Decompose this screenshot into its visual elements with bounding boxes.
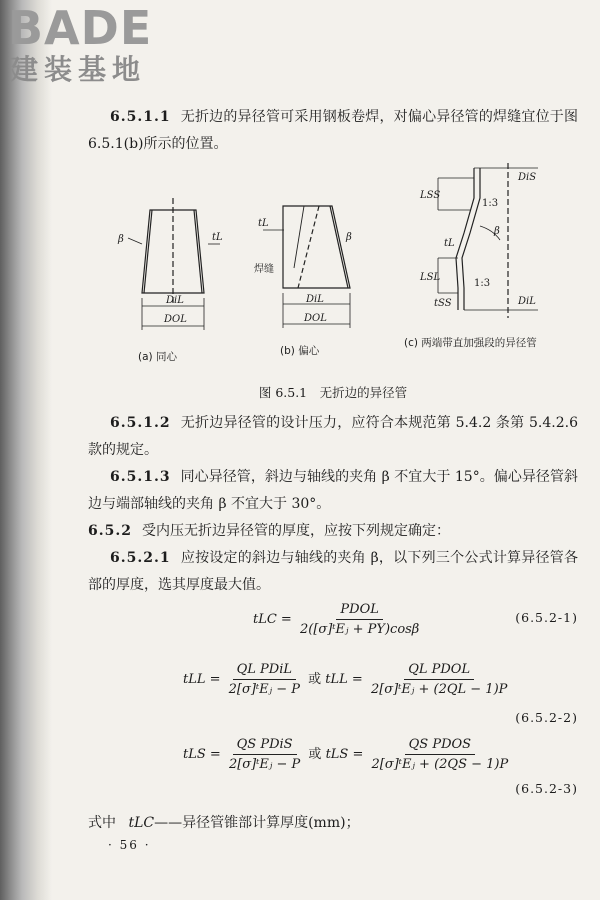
eq3-denominator2: 2[σ]ᵗEⱼ + (2QS − 1)P — [371, 757, 509, 772]
label-ratio-top: 1:3 — [482, 198, 499, 209]
eq3-fraction1 — [225, 735, 304, 774]
label-tss-c: tSS — [434, 298, 452, 309]
concentric-reducer-drawing — [128, 198, 220, 330]
eq2-lhs2: tLL = — [325, 672, 363, 687]
clause-6-5-2-1 — [88, 545, 578, 599]
eq3-lhs2: tLS = — [325, 747, 364, 762]
eq1-lhs: tLC = — [253, 612, 292, 627]
label-weld: 焊缝 — [254, 264, 274, 275]
eq3-number: (6.5.2-3) — [515, 781, 578, 796]
subcaption-b: (b) 偏心 — [280, 345, 320, 357]
where-label: 式中 — [88, 815, 116, 831]
label-dil-c: DiL — [518, 296, 536, 307]
eq3-or: 或 — [308, 747, 322, 762]
figure-caption: 图 6.5.1 无折边的异径管 — [258, 385, 408, 400]
eq1-number: (6.5.2-1) — [515, 610, 578, 625]
clause-text: 受内压无折边异径管的厚度，应按下列规定确定： — [141, 523, 450, 539]
book-spine-shadow — [0, 0, 52, 900]
clause-number: 6.5.1.3 — [110, 469, 171, 485]
where-symbol: tLC — [128, 815, 155, 831]
eq3-numerator2: QS PDOS — [405, 735, 475, 755]
label-tl-c: tL — [444, 238, 455, 249]
where-text: ——异径管锥部计算厚度(mm)； — [154, 815, 360, 831]
clause-number: 6.5.2.1 — [110, 550, 171, 566]
eq1-fraction — [296, 600, 423, 639]
label-lss-c: LSS — [420, 190, 441, 201]
equation-6-5-2-2 — [88, 660, 578, 730]
label-dis-c: DiS — [518, 172, 537, 183]
clause-6-5-1-2 — [88, 410, 578, 464]
label-beta-a: β — [118, 234, 124, 245]
clause-6-5-2 — [88, 518, 578, 545]
eq3-numerator1: QS PDiS — [233, 735, 297, 755]
eq1-denominator: 2([σ]ᵗEⱼ + PY)cosβ — [299, 622, 420, 637]
clause-text: 应按设定的斜边与轴线的夹角 β，以下列三个公式计算异径管各部的厚度，选其厚度最大值。 — [88, 550, 578, 593]
subcaption-a: (a) 同心 — [138, 351, 177, 363]
where-clause — [88, 810, 578, 837]
label-beta-c: β — [494, 226, 500, 237]
label-dol-b: DOL — [304, 313, 327, 324]
eq3-lhs1: tLS = — [183, 747, 221, 762]
eq2-numerator2: QL PDOL — [404, 660, 474, 680]
clause-number: 6.5.1.1 — [110, 109, 171, 125]
eq2-fraction2 — [367, 660, 511, 699]
clause-text: 同心异径管，斜边与轴线的夹角 β 不宜大于 15°。偏心异径管斜边与端部轴线的夹角 β 不宜大于 30°。 — [88, 469, 578, 512]
logo-latin-text: BADE — [8, 1, 153, 55]
label-tl-a: tL — [212, 232, 223, 243]
eq3-fraction2 — [368, 735, 513, 774]
label-ratio-bottom: 1:3 — [474, 278, 491, 289]
eq3-denominator1: 2[σ]ᵗEⱼ − P — [228, 757, 301, 772]
clause-text: 无折边异径管的设计压力，应符合本规范第 5.4.2 条第 5.4.2.6 款的规定。 — [88, 415, 578, 458]
page-number: · 56 · — [108, 838, 151, 852]
label-beta-b: β — [346, 232, 352, 243]
label-tl-b: tL — [258, 218, 269, 229]
clause-6-5-1-3 — [88, 464, 578, 518]
clause-6-5-1-1 — [88, 104, 578, 158]
logo-cjk-text: 建装基地 — [10, 53, 147, 86]
eq1-numerator: PDOL — [336, 600, 382, 620]
eq2-number: (6.5.2-2) — [515, 710, 578, 725]
eccentric-reducer-drawing — [263, 206, 350, 328]
watermark-logo — [8, 2, 183, 92]
eq2-lhs1: tLL = — [183, 672, 221, 687]
figure-6-5-1 — [108, 158, 568, 378]
subcaption-c: (c) 两端带直加强段的异径管 — [404, 337, 537, 349]
equation-6-5-2-3 — [88, 735, 578, 805]
label-dol-a: DOL — [164, 314, 187, 325]
clause-number: 6.5.2 — [88, 523, 132, 539]
reducer-drawings — [108, 158, 568, 378]
clause-number: 6.5.1.2 — [110, 415, 171, 431]
equation-6-5-2-1 — [88, 600, 578, 646]
eq2-fraction1 — [225, 660, 304, 699]
clause-text: 无折边的异径管可采用钢板卷焊，对偏心异径管的焊缝宜位于图 6.5.1(b)所示的位置。 — [88, 109, 578, 152]
eq2-denominator2: 2[σ]ᵗEⱼ + (2QL − 1)P — [370, 682, 508, 697]
eq2-denominator1: 2[σ]ᵗEⱼ − P — [228, 682, 300, 697]
label-dil-b: DiL — [306, 294, 324, 305]
label-lsl-c: LSL — [420, 272, 441, 283]
eq2-or: 或 — [308, 672, 322, 687]
label-dil-a: DiL — [166, 295, 184, 306]
eq2-numerator1: QL PDiL — [233, 660, 296, 680]
